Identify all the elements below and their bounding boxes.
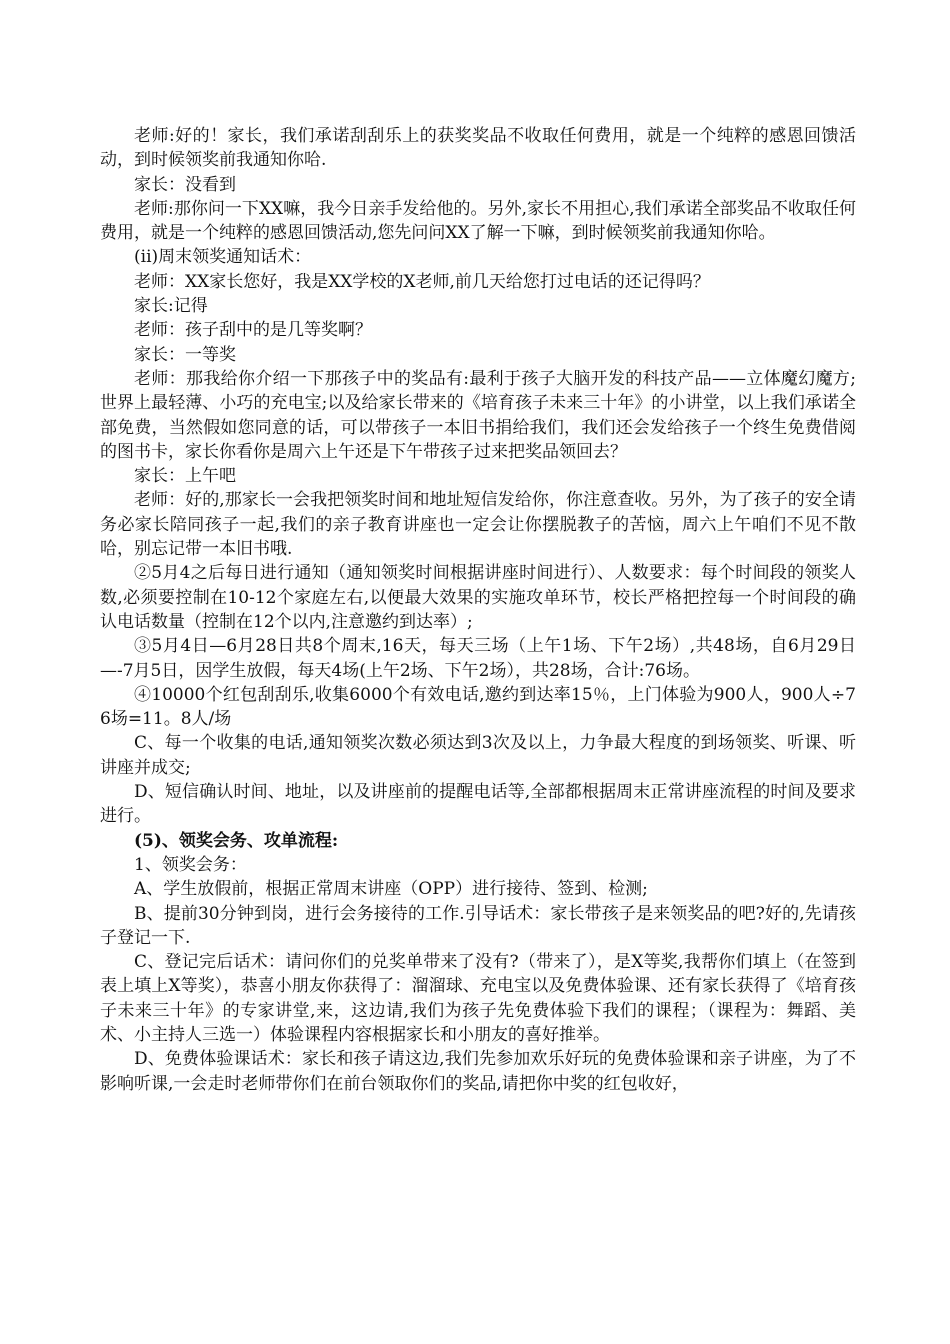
paragraph: B、提前30分钟到岗，进行会务接待的工作.引导话术：家长带孩子是来领奖品的吧?好的,先请孩子登记一下. [100, 903, 856, 948]
paragraph: 老师：XX家长您好，我是XX学校的X老师,前几天给您打过电话的还记得吗？ [134, 271, 710, 292]
paragraph: (ii)周末领奖通知话术： [134, 247, 312, 268]
paragraph: ④10000个红包刮刮乐,收集6000个有效电话,邀约到达率15％，上门体验为900人，900人÷76场=11。8人/场 [100, 684, 856, 730]
paragraph: C、登记完后话术：请问你们的兑奖单带来了没有?（带来了），是X等奖,我帮你们填上（在签到表上填上X等奖），恭喜小朋友你获得了：溜溜球、充电宝以及免费体验课、还有家长获得了《培育孩子未来三十年》的专家讲堂,来，这边请,我们为孩子先免费体验下我们的课程；（课程为：舞蹈、美术、小主持人三选一）体验课程内容根据家长和小朋友的喜好推举。 [100, 952, 856, 1045]
paragraph: D、短信确认时间、地址，以及讲座前的提醒电话等,全部都根据周末正常讲座流程的时间及要求进行。 [100, 782, 856, 827]
paragraph: A、学生放假前，根据正常周末讲座（OPP）进行接待、签到、检测; [134, 879, 648, 900]
paragraph: 家长：一等奖 [134, 344, 236, 365]
section-heading: (5)、领奖会务、攻单流程: [134, 830, 339, 851]
document-body [100, 124, 856, 1096]
paragraph: 家长:记得 [134, 296, 208, 317]
paragraph: 家长：上午吧 [134, 466, 236, 487]
paragraph: 1、领奖会务： [134, 854, 247, 875]
paragraph: 家长：没看到 [134, 174, 236, 195]
paragraph: 老师:那你问一下XX嘛，我今日亲手发给他的。另外,家长不用担心,我们承诺全部奖品不收取任何费用，就是一个纯粹的感恩回馈活动,您先问问XX了解一下嘛，到时候领奖前我通知你哈。 [100, 198, 856, 244]
paragraph: 老师：好的,那家长一会我把领奖时间和地址短信发给你，你注意查收。另外，为了孩子的安全请务必家长陪同孩子一起,我们的亲子教育讲座也一定会让你摆脱教子的苦恼，周六上午咱们不见不散哈，别忘记带一本旧书哦. [100, 490, 856, 560]
paragraph: C、每一个收集的电话,通知领奖次数必须达到3次及以上，力争最大程度的到场领奖、听课、听讲座并成交; [100, 733, 856, 778]
paragraph: 老师：孩子刮中的是几等奖啊？ [134, 320, 372, 341]
paragraph: ③5月4日—6月28日共8个周末,16天，每天三场（上午1场、下午2场）,共48场，自6月29日—-7月5日，因学生放假，每天4场(上午2场、下午2场），共28场，合计:76场。 [100, 636, 856, 681]
paragraph: 老师:好的！家长，我们承诺刮刮乐上的获奖奖品不收取任何费用，就是一个纯粹的感恩回馈活动，到时候领奖前我通知你哈. [100, 126, 856, 171]
paragraph: ②5月4之后每日进行通知（通知领奖时间根据讲座时间进行）、人数要求：每个时间段的领奖人数,必须要控制在10-12个家庭左右,以便最大效果的实施攻单环节，校长严格把控每一个时间段的确认电话数量（控制在12个以内,注意邀约到达率）; [100, 563, 856, 632]
paragraph: 老师：那我给你介绍一下那孩子中的奖品有:最利于孩子大脑开发的科技产品——立体魔幻魔方;世界上最轻薄、小巧的充电宝;以及给家长带来的《培育孩子未来三十年》的小讲堂，以上我们承诺全部免费，当然假如您同意的话，可以带孩子一本旧书捐给我们，我们还会发给孩子一个终生免费借阅的图书卡，家长你看你是周六上午还是下午带孩子过来把奖品领回去？ [100, 368, 856, 462]
paragraph: D、免费体验课话术：家长和孩子请这边,我们先参加欢乐好玩的免费体验课和亲子讲座，为了不影响听课,一会走时老师带你们在前台领取你们的奖品,请把你中奖的红包收好， [100, 1049, 856, 1094]
